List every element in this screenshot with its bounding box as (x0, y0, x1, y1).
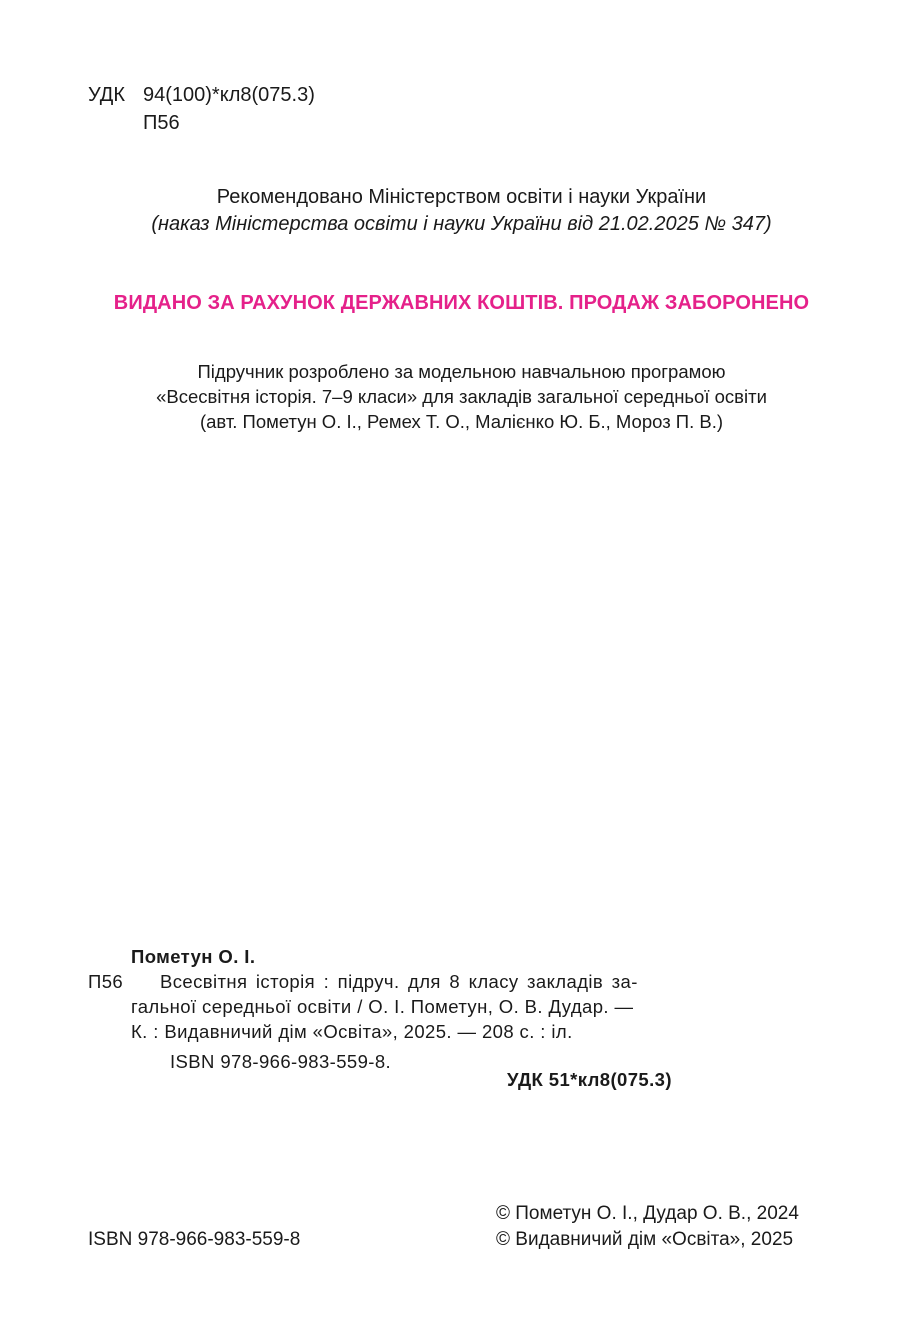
program-line-2: «Всесвітня історія. 7–9 класи» для закладів загальної середньої освіти (156, 386, 767, 407)
catalog-line-2: гальної середньої освіти / О. І. Пометун, О. В. Дудар. — (131, 996, 634, 1017)
catalog-line-1: Всесвітня історія : підруч. для 8 класу закладів за- (160, 971, 638, 992)
udk-code: 94(100)*кл8(075.3) (143, 84, 315, 106)
copyright-authors: © Пометун О. І., Дудар О. В., 2024 (496, 1203, 799, 1224)
order-reference: (наказ Міністерства освіти і науки України від 21.02.2025 № 347) (151, 213, 772, 235)
not-for-sale-notice: ВИДАНО ЗА РАХУНОК ДЕРЖАВНИХ КОШТІВ. ПРОДАЖ ЗАБОРОНЕНО (113, 292, 810, 314)
copyright-publisher: © Видавничий дім «Освіта», 2025 (496, 1229, 794, 1250)
catalog-udk: УДК 51*кл8(075.3) (507, 1069, 672, 1090)
program-line-1: Підручник розроблено за модельною навчальною програмою (197, 361, 726, 382)
catalog-index: П56 (88, 971, 124, 992)
udk-label: УДК (88, 84, 126, 106)
footer-isbn: ISBN 978-966-983-559-8 (88, 1229, 301, 1250)
program-line-3: (авт. Пометун О. І., Ремех Т. О., Малієнко Ю. Б., Мороз П. В.) (199, 411, 724, 432)
catalog-line-3: К. : Видавничий дім «Освіта», 2025. — 208 с. : іл. (131, 1021, 573, 1042)
catalog-isbn: ISBN 978-966-983-559-8. (170, 1051, 392, 1072)
recommendation-line: Рекомендовано Міністерством освіти і науки України (216, 186, 707, 208)
catalog-author: Пометун О. І. (131, 946, 256, 967)
udk-index: П56 (143, 112, 180, 134)
